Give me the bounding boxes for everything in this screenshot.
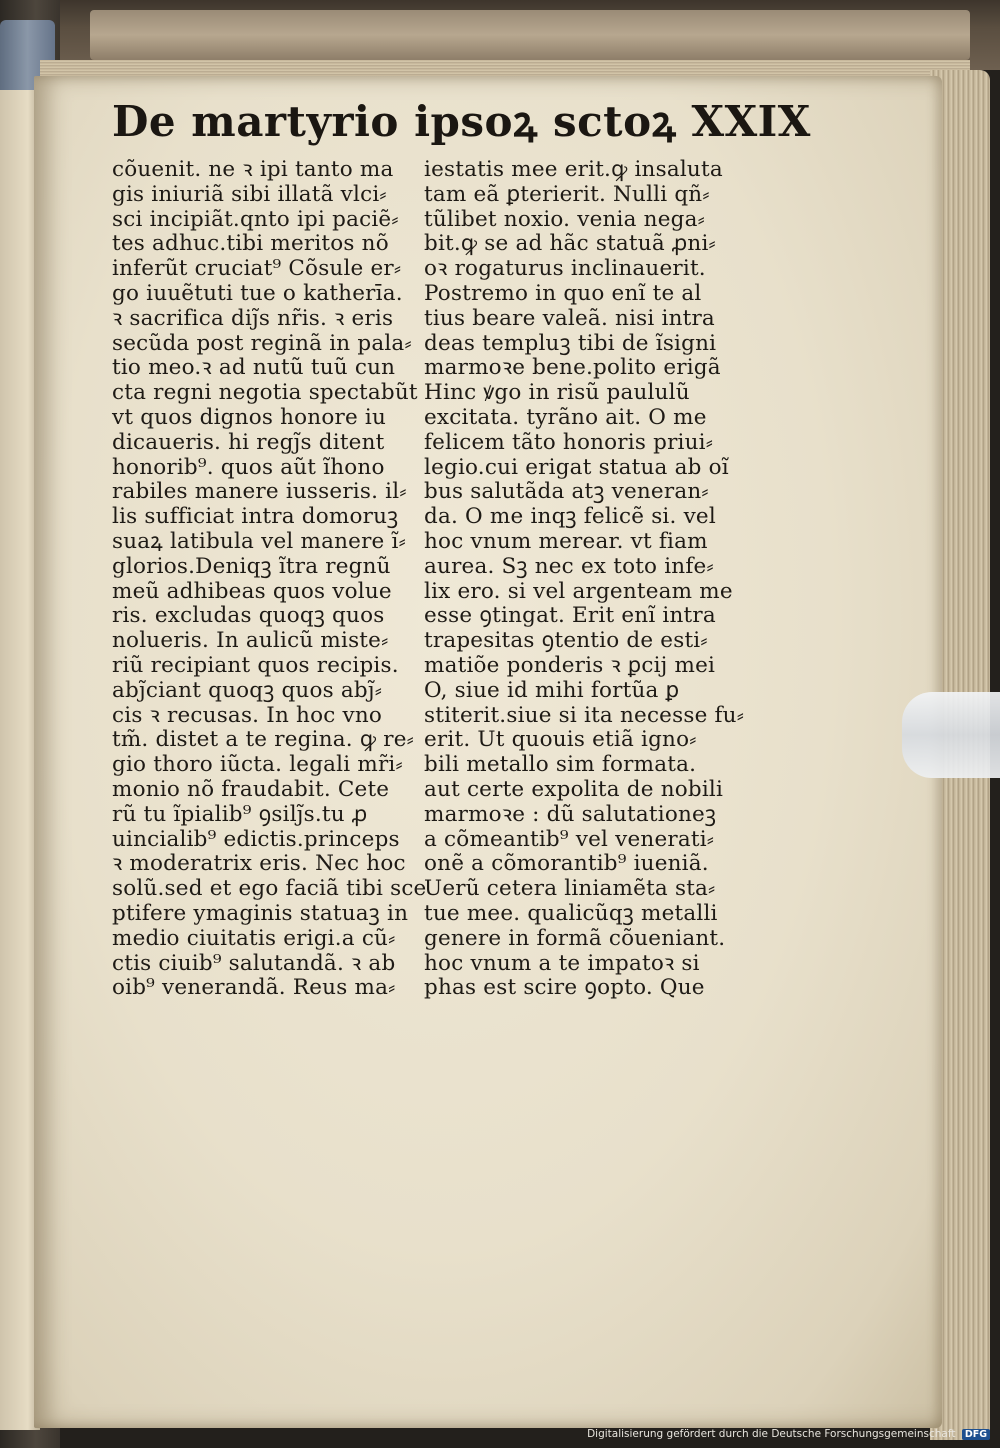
right-column-line: legio.cui erigat statua ab oĩ [424,454,729,480]
right-column-line: onẽ a cõmorantib⁹ iueniã. [424,851,709,877]
dfg-logo: DFG [962,1429,990,1440]
right-column-line: bit.ꝙ se ad hãc statuã ꝓni⸗ [424,231,716,257]
left-column-line: cõuenit. ne ꝛ ipi tanto ma [112,157,394,182]
right-column-line: marmoꝛe bene.polito erigã [424,355,721,381]
page-clip [902,692,1000,778]
right-column-line: excitata. tyrãno ait. O me [424,404,707,430]
left-column-line: rũ tu ĩpialib⁹ ꝯsilȷ̃s.tu ꝓ [112,801,368,827]
left-column-line: sci incipiãt.qnto ipi paciẽ⸗ [112,206,399,232]
left-column-line: suaꝝ latibula vel manere ĩ⸗ [112,528,406,554]
left-column-line: solũ.sed et ego faciã tibi sce [112,876,427,902]
right-column-line: genere in formã cõueniant. [424,925,726,951]
text-column-right [424,158,744,1001]
right-column-line: trapesitas ꝯtentio de esti⸗ [424,628,708,654]
left-column-line: honorib⁹. quos aũt ĩhono [112,454,385,480]
right-column-line: tue mee. qualicũqꝫ metalli [424,900,718,926]
left-column-line: tm̃. distet a te regina. ꝙ re⸗ [112,727,414,753]
left-column-line: ꝛ sacrifica diȷ̃s nr̃is. ꝛ eris [112,305,394,331]
left-column-line: dicaueris. hi regȷ̃s ditent [112,429,385,455]
right-column-line: tũlibet noxio. venia nega⸗ [424,206,705,232]
left-column-line: riũ recipiant quos recipis. [112,652,399,678]
left-column-line: ꝛ moderatrix eris. Nec hoc [112,851,406,877]
left-column-line: abȷ̃ciant quoqꝫ quos abȷ̃⸗ [112,677,383,703]
left-column-line: glorios.Deniqꝫ ĩtra regnũ [112,553,391,579]
right-column-line: iestatis mee erit.ꝙ insaluta [424,157,723,182]
left-column-line: gio thoro iũcta. legali mr̃i⸗ [112,752,403,778]
left-column-line: medio ciuitatis erigi.a cũ⸗ [112,925,396,951]
credit-text: Digitalisierung gefördert durch die Deutsche Forschungsgemeinschaft [587,1428,956,1440]
right-column-line: matiõe ponderis ꝛ ꝑcij mei [424,652,716,678]
right-column-line: lix ero. si vel argenteam me [424,578,733,604]
left-column-line: secũda post reginã in pala⸗ [112,330,412,356]
left-column-line: ctis ciuib⁹ salutandã. ꝛ ab [112,950,396,976]
right-column-line: oꝛ rogaturus inclinauerit. [424,256,706,282]
right-column-line: a cõmeantib⁹ vel venerati⸗ [424,826,715,852]
left-column-line: inferũt cruciat⁹ Cõsule er⸗ [112,256,402,282]
left-column-line: monio nõ fraudabit. Cete [112,776,390,802]
text-column-left [112,158,427,1001]
left-column-line: vt quos dignos honore iu [112,404,387,430]
right-column-line: phas est scire ꝯopto. Que [424,975,705,1001]
right-column-line: hoc vnum a te impatoꝛ si [424,950,700,976]
left-column-line: ris. excludas quoqꝫ quos [112,603,385,629]
running-heading: De martyrio ipsoꝝ sctoꝝ XXIX [112,97,811,146]
right-column-line: stiterit.siue si ita necesse fu⸗ [424,702,745,728]
left-column-line: tio meo.ꝛ ad nutũ tuũ cun [112,355,396,381]
left-column-line: ptifere ymaginis statuaꝫ in [112,900,409,926]
right-column-line: tam eã ꝑterierit. Nulli qñ⸗ [424,181,710,207]
left-column-line: lis sufficiat intra domoruꝫ [112,504,399,530]
right-column-line: erit. Ut quouis etiã igno⸗ [424,727,697,753]
right-column-line: aurea. Sꝫ nec ex toto infe⸗ [424,553,714,579]
right-column-line: aut certe expolita de nobili [424,776,724,802]
right-column-line: deas templuꝫ tibi de ĩsigni [424,330,717,356]
right-column-line: bili metallo sim formata. [424,752,697,778]
left-column-line: go iuuẽtuti tue o katherīa. [112,280,403,306]
left-column-line: meũ adhibeas quos volue [112,578,392,604]
left-column-line: rabiles manere iusseris. il⸗ [112,479,407,505]
right-column-line: hoc vnum merear. vt fiam [424,528,708,554]
left-column-line: uincialib⁹ edictis.princeps [112,826,400,852]
right-column-line: esse ꝯtingat. Erit enĩ intra [424,603,716,629]
book-cover-edge [90,10,970,60]
left-column-line: oib⁹ venerandã. Reus ma⸗ [112,975,396,1001]
left-column-line: nolueris. In aulicũ miste⸗ [112,628,389,654]
right-column-line: marmoꝛe : dũ salutationeꝫ [424,801,717,827]
right-column-line: felicem tãto honoris priui⸗ [424,429,714,455]
digitization-credit [587,1428,990,1440]
right-column-line: Uerũ cetera liniamẽta sta⸗ [424,876,716,902]
right-column-line: Postremo in quo enĩ te al [424,280,702,306]
left-column-line: cta regni negotia spectabũt [112,380,418,406]
right-column-line: O, siue id mihi fortũa ꝑ [424,677,680,703]
right-column-line: bus salutãda atꝫ veneran⸗ [424,479,709,505]
left-column-line: tes adhuc.tibi meritos nõ [112,231,389,257]
right-column-line: Hinc ꝟgo in risũ paululũ [424,380,690,406]
right-column-line: da. O me inqꝫ felicẽ si. vel [424,504,716,530]
left-column-line: cis ꝛ recusas. In hoc vno [112,702,383,728]
right-column-line: tius beare valeã. nisi intra [424,305,715,331]
left-column-line: gis iniuriã sibi illatã vlci⸗ [112,181,387,207]
